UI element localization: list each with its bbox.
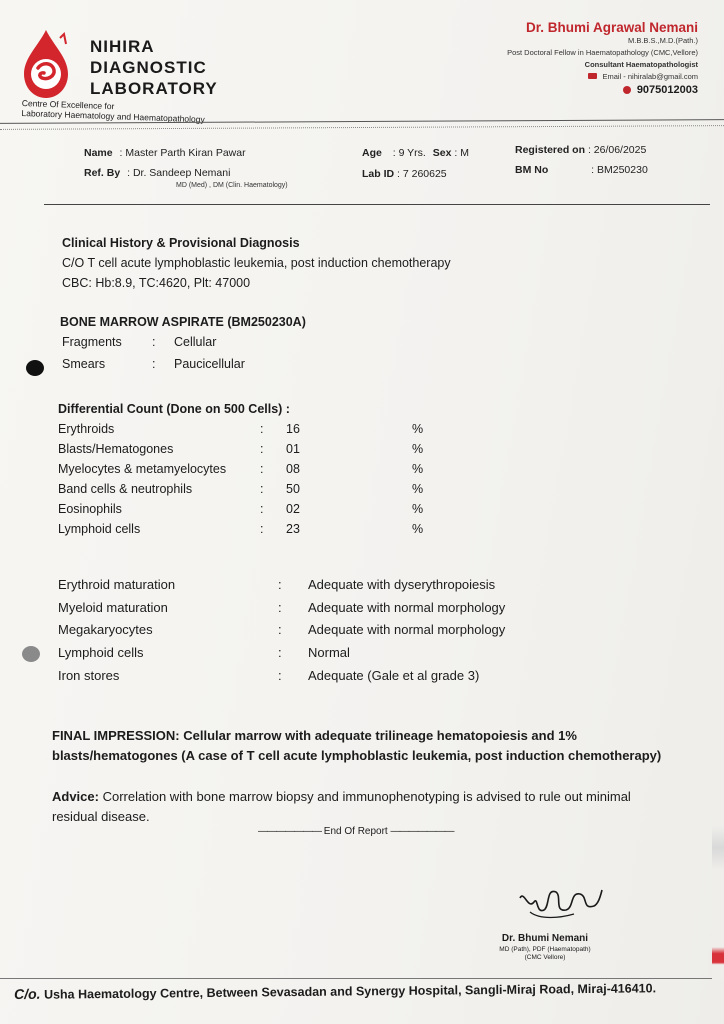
maturation-value: Normal	[308, 645, 350, 660]
scan-blot	[22, 646, 40, 662]
differential-value: 08	[286, 462, 300, 476]
differential-sep: :	[260, 482, 264, 496]
header-divider-dotted	[0, 125, 724, 130]
aspirate-sep: :	[152, 335, 156, 349]
phone-icon	[623, 86, 631, 94]
bm-no-value: : BM250230	[591, 164, 648, 176]
signatory-qualification	[480, 946, 610, 962]
maturation-value: Adequate with normal morphology	[308, 600, 506, 615]
differential-unit: %	[412, 462, 424, 476]
ref-by-qualification: MD (Med) , DM (Clin. Haematology)	[176, 182, 288, 189]
maturation-value: Adequate with normal morphology	[308, 622, 506, 637]
maturation-sep: :	[278, 600, 282, 615]
differential-row	[58, 522, 438, 542]
lab-id-value: : 7 260625	[397, 168, 447, 180]
signature-mark	[510, 870, 610, 930]
email-icon	[588, 73, 597, 79]
final-impression-label: FINAL IMPRESSION:	[52, 728, 180, 743]
ref-by-value: : Dr. Sandeep Nemani	[127, 167, 231, 179]
signatory-qualification-line-2: (CMC Vellore)	[524, 954, 566, 961]
page-edge-strip	[712, 760, 724, 980]
signatory-qualification-line-1: MD (Path), PDF (Haematopath)	[499, 946, 591, 953]
lab-logo-icon	[20, 28, 72, 100]
patient-name-value: : Master Parth Kiran Pawar	[119, 147, 246, 159]
aspirate-value: Cellular	[174, 335, 217, 349]
differential-sep: :	[260, 422, 264, 436]
clinical-history-heading: Clinical History & Provisional Diagnosis	[62, 236, 300, 250]
patient-name-label: Name	[84, 147, 113, 159]
end-rule-right: ———————	[390, 826, 454, 837]
patient-sex-label: Sex	[432, 147, 452, 159]
advice	[52, 787, 672, 826]
bone-marrow-aspirate-heading: BONE MARROW ASPIRATE (BM250230A)	[60, 315, 306, 329]
maturation-sep: :	[278, 577, 282, 592]
registered-value: : 26/06/2025	[587, 144, 647, 156]
patient-age-field	[362, 147, 469, 159]
aspirate-sep: :	[152, 357, 156, 371]
maturation-row	[58, 577, 558, 599]
maturation-value: Adequate with dyserythropoiesis	[308, 577, 496, 592]
differential-label: Eosinophils	[58, 502, 122, 516]
ref-by-field	[84, 167, 230, 179]
differential-label: Band cells & neutrophils	[58, 482, 193, 496]
patient-divider	[44, 204, 710, 205]
patient-age-label: Age	[362, 147, 382, 159]
lab-name-line-1: NIHIRA	[90, 37, 155, 56]
lab-name-line-3: LABORATORY	[90, 79, 218, 98]
differential-row	[58, 462, 438, 482]
differential-row	[58, 422, 438, 442]
ref-by-label: Ref. By	[84, 167, 121, 179]
doctor-fellowship: Post Doctoral Fellow in Haematopathology (CMC,Vellore)	[507, 48, 698, 57]
differential-value: 16	[286, 422, 300, 436]
bm-no-label: BM No	[515, 164, 549, 176]
footer-co: C/o.	[14, 985, 41, 1002]
advice-label: Advice:	[52, 789, 99, 804]
differential-sep: :	[260, 442, 264, 456]
differential-count-heading: Differential Count (Done on 500 Cells) :	[58, 402, 290, 416]
differential-label: Lymphoid cells	[58, 522, 141, 536]
differential-value: 23	[286, 522, 300, 536]
differential-value: 02	[286, 502, 300, 516]
clinical-history-text: C/O T cell acute lymphoblastic leukemia, post induction chemotherapy	[62, 256, 451, 270]
differential-unit: %	[412, 422, 424, 436]
bm-no-field	[515, 164, 648, 176]
lab-id-field	[362, 168, 447, 180]
lab-id-label: Lab ID	[362, 168, 395, 180]
lab-tagline-line-1: Centre Of Excellence for	[21, 98, 115, 112]
maturation-value: Adequate (Gale et al grade 3)	[308, 668, 480, 683]
signatory-name: Dr. Bhumi Nemani	[501, 933, 589, 944]
maturation-sep: :	[278, 668, 282, 683]
advice-text: Correlation with bone marrow biopsy and immunophenotyping is advised to rule out minimal residual disease.	[52, 789, 631, 824]
differential-value: 01	[286, 442, 300, 456]
maturation-sep: :	[278, 622, 282, 637]
maturation-row	[58, 668, 558, 690]
differential-sep: :	[260, 502, 264, 516]
aspirate-label: Smears	[62, 357, 106, 371]
differential-row	[58, 482, 438, 502]
end-of-report-text: End Of Report	[323, 826, 388, 837]
differential-sep: :	[260, 522, 264, 536]
footer-address-text: Usha Haematology Centre, Between Sevasadan and Synergy Hospital, Sangli-Miraj Road, Miraj-416410.	[43, 981, 657, 1002]
maturation-row	[58, 622, 558, 644]
differential-unit: %	[412, 522, 424, 536]
maturation-sep: :	[278, 645, 282, 660]
maturation-row	[58, 645, 558, 667]
maturation-label: Myeloid maturation	[58, 600, 168, 615]
footer-address	[14, 979, 656, 1002]
end-rule-left: ———————	[258, 826, 321, 837]
maturation-label: Megakaryocytes	[58, 622, 153, 637]
aspirate-label: Fragments	[62, 335, 122, 349]
lab-name	[90, 36, 218, 99]
cbc-values: CBC: Hb:8.9, TC:4620, Plt: 47000	[62, 276, 251, 290]
scan-blot	[26, 360, 44, 376]
lab-tagline	[21, 98, 205, 124]
final-impression	[52, 726, 672, 765]
differential-unit: %	[412, 502, 424, 516]
doctor-title: Consultant Haematopathologist	[584, 60, 698, 69]
differential-sep: :	[260, 462, 264, 476]
lab-name-line-2: DIAGNOSTIC	[90, 58, 207, 77]
lab-tagline-line-2: Laboratory Haematology and Haematopathology	[21, 107, 205, 125]
aspirate-row-smears	[62, 357, 245, 371]
patient-name-field	[84, 147, 246, 159]
final-impression-text: Cellular marrow with adequate trilineage hematopoiesis and 1% blasts/hematogones (A case of T cell acute lymphoblastic leukemia, post induction chemotherapy)	[52, 728, 662, 763]
aspirate-row-fragments	[62, 335, 217, 349]
maturation-row	[58, 600, 558, 622]
doctor-degrees: M.B.B.S.,M.D.(Path.)	[627, 36, 698, 45]
differential-label: Erythroids	[58, 422, 115, 436]
aspirate-value: Paucicellular	[174, 357, 245, 371]
differential-row	[58, 502, 438, 522]
patient-age-value: : 9 Yrs.	[392, 147, 426, 159]
differential-unit: %	[412, 442, 424, 456]
doctor-header	[507, 20, 698, 96]
maturation-label: Lymphoid cells	[58, 645, 144, 660]
doctor-phone: 9075012003	[636, 84, 698, 96]
maturation-label: Iron stores	[58, 668, 120, 683]
maturation-label: Erythroid maturation	[58, 577, 176, 592]
registered-field	[515, 144, 646, 156]
doctor-email: Email - nihiralab@gmail.com	[602, 72, 698, 81]
differential-row	[58, 442, 438, 462]
patient-sex-value: : M	[454, 147, 469, 159]
end-of-report	[258, 826, 453, 837]
differential-label: Blasts/Hematogones	[58, 442, 174, 456]
differential-label: Myelocytes & metamyelocytes	[58, 462, 227, 476]
doctor-name: Dr. Bhumi Agrawal Nemani	[525, 20, 698, 35]
differential-unit: %	[412, 482, 424, 496]
registered-label: Registered on	[515, 144, 586, 156]
differential-value: 50	[286, 482, 300, 496]
